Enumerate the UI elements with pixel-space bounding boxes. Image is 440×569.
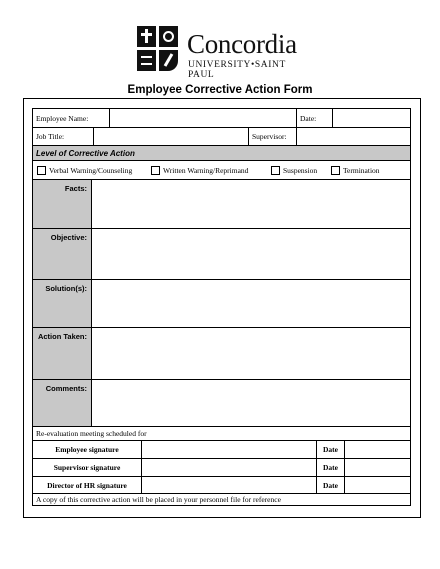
comments-label: Comments: xyxy=(33,380,92,426)
written-warning-label: Written Warning/Reprimand xyxy=(163,165,249,175)
termination-label: Termination xyxy=(343,165,380,175)
solutions-field[interactable] xyxy=(92,280,410,327)
facts-label: Facts: xyxy=(33,180,92,228)
comments-row xyxy=(33,380,410,427)
supervisor-signature-field[interactable] xyxy=(141,459,316,476)
university-crest-icon xyxy=(137,26,179,73)
comments-field[interactable] xyxy=(92,380,410,426)
level-options-row xyxy=(33,161,410,180)
option-termination[interactable] xyxy=(331,161,380,179)
verbal-warning-checkbox[interactable] xyxy=(37,166,46,175)
employee-signature-row xyxy=(33,441,410,459)
option-verbal-warning[interactable] xyxy=(37,161,132,179)
verbal-warning-label: Verbal Warning/Counseling xyxy=(49,165,133,175)
logo-wordmark: Concordia xyxy=(187,29,297,59)
written-warning-checkbox[interactable] xyxy=(151,166,160,175)
objective-field[interactable] xyxy=(92,229,410,279)
suspension-checkbox[interactable] xyxy=(271,166,280,175)
supervisor-field[interactable] xyxy=(296,128,410,145)
form-table xyxy=(32,108,411,506)
facts-field[interactable] xyxy=(92,180,410,228)
suspension-label: Suspension xyxy=(283,165,318,175)
date-label: Date: xyxy=(296,109,332,127)
supervisor-signature-label: Supervisor signature xyxy=(53,463,121,472)
level-heading-row xyxy=(33,146,410,161)
employee-signature-field[interactable] xyxy=(141,441,316,458)
job-title-label: Job Title: xyxy=(36,132,65,141)
employee-signature-label: Employee signature xyxy=(55,445,119,454)
employee-date-label: Date xyxy=(316,441,344,458)
director-signature-field[interactable] xyxy=(141,477,316,493)
supervisor-signature-row xyxy=(33,459,410,477)
logo-subtitle: UNIVERSITY•SAINT PAUL xyxy=(188,60,286,80)
job-title-row xyxy=(33,128,410,146)
employee-date-field[interactable] xyxy=(344,441,410,458)
employee-name-field[interactable] xyxy=(109,109,296,127)
objective-row xyxy=(33,229,410,280)
form-title: Employee Corrective Action Form xyxy=(127,84,313,96)
solutions-label: Solution(s): xyxy=(33,280,92,327)
date-field[interactable] xyxy=(332,109,410,127)
employee-name-label: Employee Name: xyxy=(36,113,89,123)
director-signature-row xyxy=(33,477,410,494)
director-date-field[interactable] xyxy=(344,477,410,493)
reevaluation-label[interactable]: Re-evaluation meeting scheduled for xyxy=(36,429,147,438)
footer-note-row xyxy=(33,494,410,505)
termination-checkbox[interactable] xyxy=(331,166,340,175)
action-taken-label: Action Taken: xyxy=(33,328,92,379)
form-frame xyxy=(23,98,421,518)
action-taken-field[interactable] xyxy=(92,328,410,379)
footer-note: A copy of this corrective action will be placed in your personnel file for reference xyxy=(36,495,281,504)
option-suspension[interactable] xyxy=(271,161,317,179)
supervisor-date-field[interactable] xyxy=(344,459,410,476)
solutions-row xyxy=(33,280,410,328)
job-title-field[interactable] xyxy=(93,128,248,145)
concordia-logo xyxy=(137,26,307,78)
objective-label: Objective: xyxy=(33,229,92,279)
director-signature-label: Director of HR signature xyxy=(47,480,127,490)
supervisor-label: Supervisor: xyxy=(248,128,296,145)
supervisor-date-label: Date xyxy=(316,459,344,476)
director-date-label: Date xyxy=(316,477,344,493)
reevaluation-row xyxy=(33,427,410,441)
facts-row xyxy=(33,180,410,229)
action-taken-row xyxy=(33,328,410,380)
level-heading: Level of Corrective Action xyxy=(36,148,135,158)
option-written-warning[interactable] xyxy=(151,161,248,179)
employee-name-row xyxy=(33,109,410,128)
